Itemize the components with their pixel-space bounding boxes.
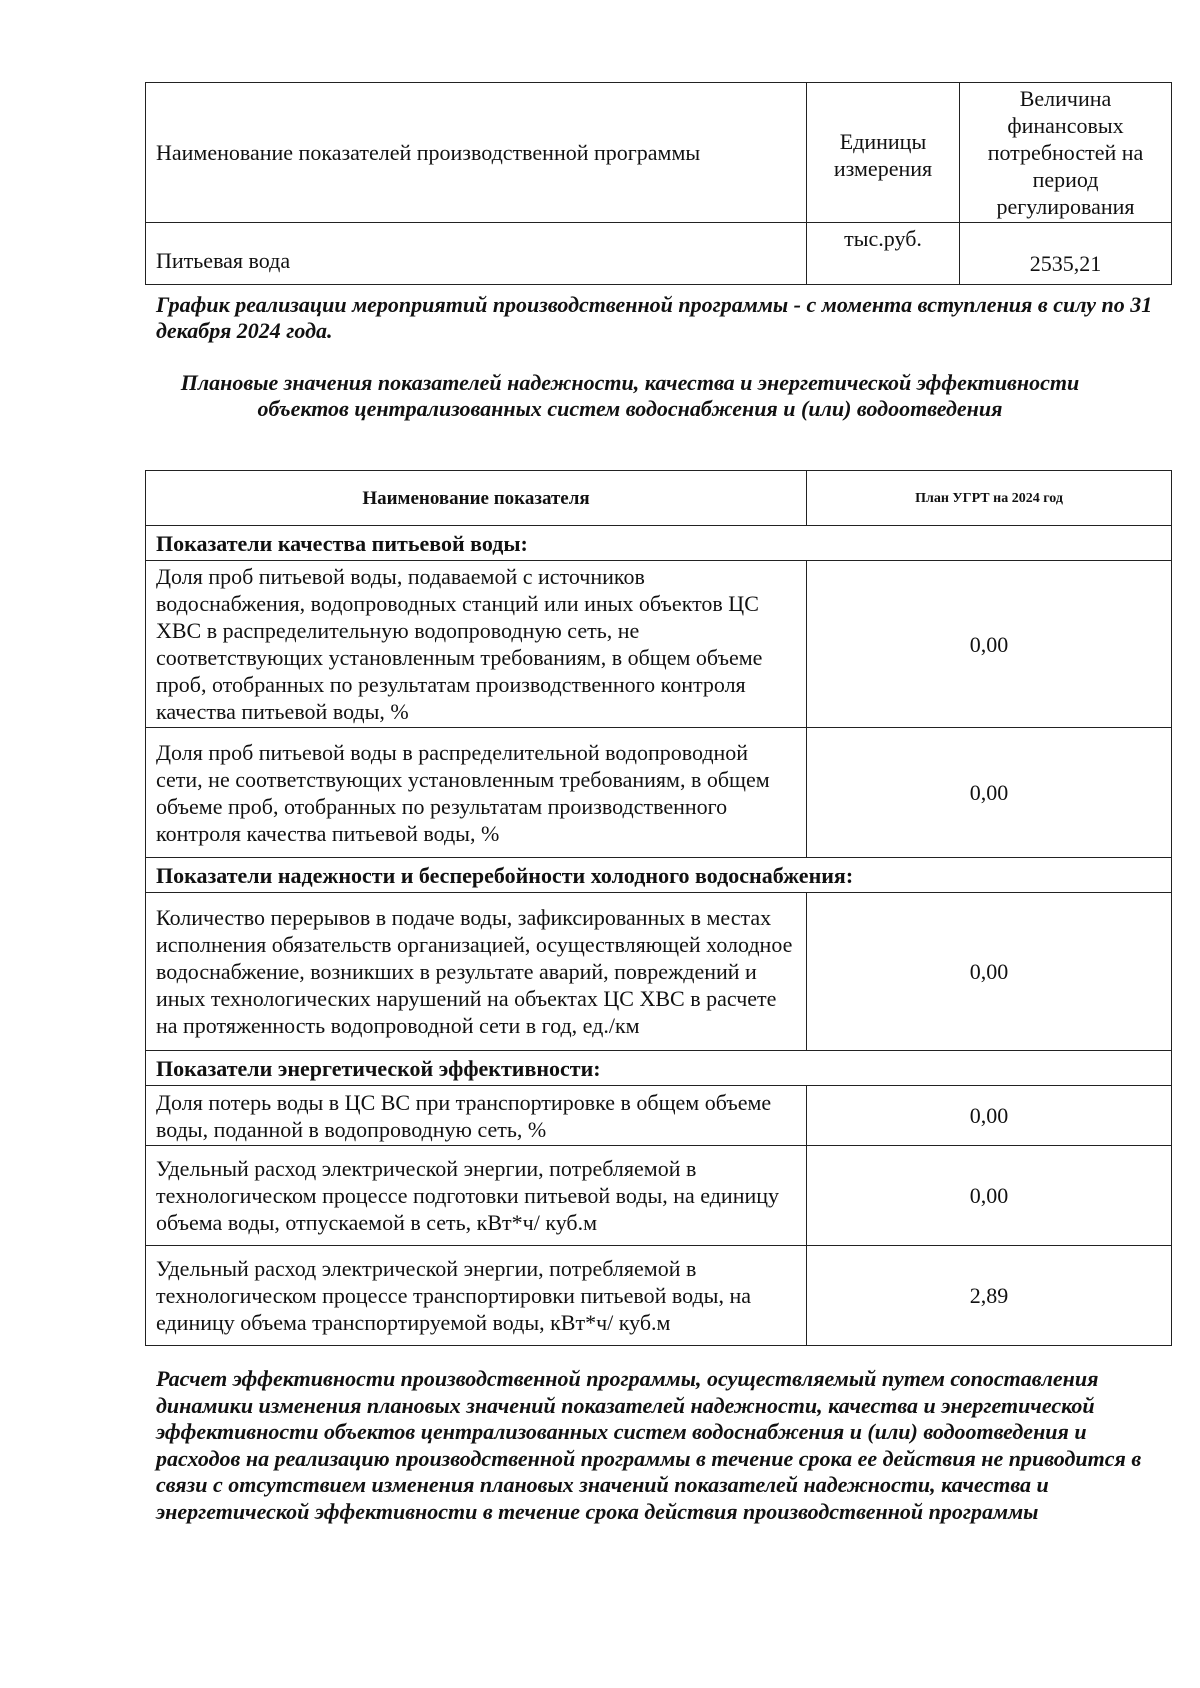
section-title-reliability: Показатели надежности и бесперебойности холодного водоснабжения: <box>146 858 1172 893</box>
row-unit: тыс.руб. <box>807 223 960 285</box>
indicator-name: Количество перерывов в подаче воды, зафиксированных в местах исполнения обязательств организацией, осуществляющей холодное водоснабжение, возникших в результате аварий, повреждений и иных технологических нарушений на объектах ЦС ХВС в расчете на протяженность водопроводной сети в год, ед./км <box>146 893 807 1051</box>
header-indicator-name: Наименование показателя <box>146 471 807 526</box>
indicator-value: 0,00 <box>807 1146 1172 1246</box>
indicator-value: 0,00 <box>807 893 1172 1051</box>
indicator-value: 0,00 <box>807 561 1172 728</box>
indicator-name: Доля потерь воды в ЦС ВС при транспортировке в общем объеме воды, поданной в водопроводную сеть, % <box>146 1086 807 1146</box>
table-row <box>146 1146 1172 1246</box>
section-row-energy <box>146 1051 1172 1086</box>
indicator-value: 0,00 <box>807 1086 1172 1146</box>
header-plan: План УГРТ на 2024 год <box>807 471 1172 526</box>
header-financial-value: Величина финансовых потребностей на период регулирования <box>960 83 1172 223</box>
indicators-table <box>145 470 1172 1346</box>
row-value: 2535,21 <box>960 223 1172 285</box>
indicator-value: 2,89 <box>807 1246 1172 1346</box>
table-row <box>146 223 1172 285</box>
section-title-quality: Показатели качества питьевой воды: <box>146 526 1172 561</box>
section-title: Плановые значения показателей надежности, качества и энергетической эффективности объектов централизованных систем водоснабжения и (или) водоотведения <box>180 370 1080 421</box>
table-row <box>146 728 1172 858</box>
indicator-name: Удельный расход электрической энергии, потребляемой в технологическом процессе подготовки питьевой воды, на единицу объема воды, отпускаемой в сеть, кВт*ч/ куб.м <box>146 1146 807 1246</box>
schedule-paragraph: График реализации мероприятий производственной программы - с момента вступления в силу по 31 декабря 2024 года. <box>156 292 1153 343</box>
table-row <box>146 893 1172 1051</box>
header-indicator-name: Наименование показателей производственной программы <box>146 83 807 223</box>
conclusion-paragraph: Расчет эффективности производственной программы, осуществляемый путем сопоставления динамики изменения плановых значений показателей надежности, качества и энергетической эффективности объектов централизованных систем водоснабжения и (или) водоотведения и расходов на реализацию производственной программы в течение срока ее действия не приводится в связи с отсутствием изменения плановых значений показателей надежности, качества и энергетической эффективности в течение срока действия производственной программы <box>156 1366 1142 1524</box>
section-title-energy: Показатели энергетической эффективности: <box>146 1051 1172 1086</box>
row-name: Питьевая вода <box>146 223 807 285</box>
table-row <box>146 1246 1172 1346</box>
financial-needs-table <box>145 82 1172 285</box>
table-header-row <box>146 471 1172 526</box>
table-row <box>146 1086 1172 1146</box>
table-header-row <box>146 83 1172 223</box>
header-unit: Единицы измерения <box>807 83 960 223</box>
table-row <box>146 561 1172 728</box>
indicator-name: Удельный расход электрической энергии, потребляемой в технологическом процессе транспортировки питьевой воды, на единицу объема транспортируемой воды, кВт*ч/ куб.м <box>146 1246 807 1346</box>
section-row-quality <box>146 526 1172 561</box>
indicator-name: Доля проб питьевой воды в распределительной водопроводной сети, не соответствующих установленным требованиям, в общем объеме проб, отобранных по результатам производственного контроля качества питьевой воды, % <box>146 728 807 858</box>
section-row-reliability <box>146 858 1172 893</box>
indicator-name: Доля проб питьевой воды, подаваемой с источников водоснабжения, водопроводных станций или иных объектов ЦС ХВС в распределительную водопроводную сеть, не соответствующих установленным требованиям, в общем объеме проб, отобранных по результатам производственного контроля качества питьевой воды, % <box>146 561 807 728</box>
indicator-value: 0,00 <box>807 728 1172 858</box>
